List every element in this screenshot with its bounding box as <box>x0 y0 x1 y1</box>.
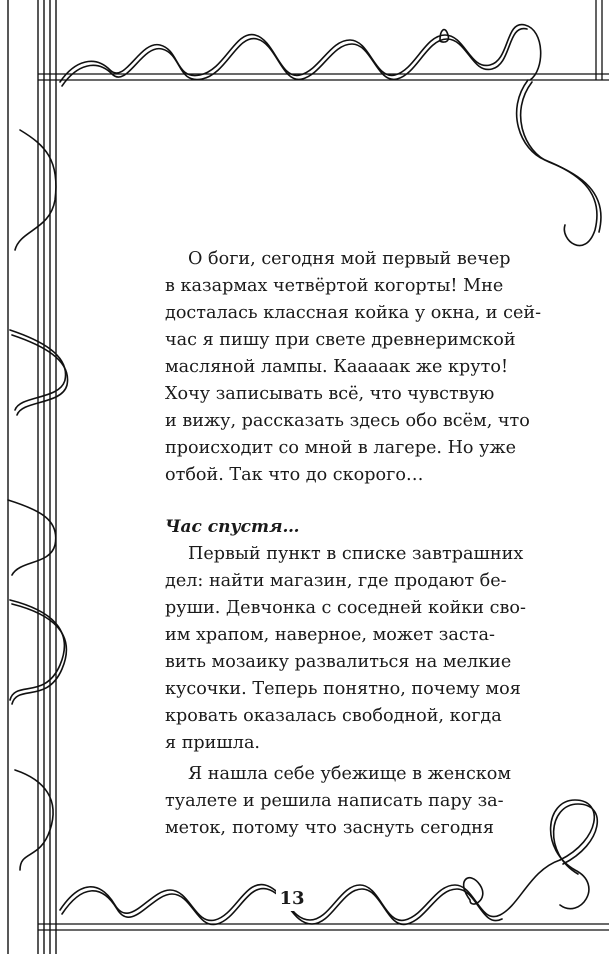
section-gap <box>142 489 494 514</box>
right-ribbon <box>517 80 601 246</box>
top-ribbon <box>60 25 541 86</box>
text-line: и вижу, рассказать здесь обо всём, что <box>165 411 530 431</box>
text-line: дел: найти магазин, где продают бе- <box>165 571 507 591</box>
text-line: кровать оказалась свободной, когда <box>165 706 502 726</box>
paragraph-1 <box>142 246 542 489</box>
bottom-ribbon <box>60 860 560 924</box>
text-line: О боги, сегодня мой первый вечер <box>188 249 511 269</box>
text-line: происходит со мной в лагере. Но уже <box>165 438 517 458</box>
text-line: отбой. Так что до скорого… <box>165 465 424 485</box>
text-line: меток, потому что заснуть сегодня <box>165 818 494 838</box>
paragraph-2 <box>142 541 526 757</box>
bottom-rule-lines <box>38 924 609 930</box>
text-line: Хочу записывать всё, что чувствую <box>165 384 495 404</box>
text-line: час я пишу при свете древнеримской <box>165 330 516 350</box>
text-line: вить мозаику развалиться на мелкие <box>165 652 512 672</box>
text-line: руши. Девчонка с соседней койки сво- <box>165 598 526 618</box>
text-line: туалете и решила написать пару за- <box>165 791 504 811</box>
text-line: кусочки. Теперь понятно, почему моя <box>165 679 521 699</box>
text-line: Я нашла себе убежище в женском <box>188 764 512 784</box>
entry-heading: Час спустя… <box>165 517 300 537</box>
text-line: в казармах четвёртой когорты! Мне <box>165 276 504 296</box>
top-rule-lines <box>38 0 609 80</box>
text-line: масляной лампы. Кааааак же круто! <box>165 357 509 377</box>
text-line: я пришла. <box>165 733 261 753</box>
paragraph-3 <box>142 761 512 842</box>
text-line: Первый пункт в списке завтрашних <box>188 544 524 564</box>
page-number: 13 <box>276 887 308 911</box>
text-line: досталась классная койка у окна, и сей- <box>165 303 542 323</box>
text-line: им храпом, наверное, может застa- <box>165 625 495 645</box>
body-text <box>142 246 542 842</box>
left-rule-lines <box>8 0 56 954</box>
